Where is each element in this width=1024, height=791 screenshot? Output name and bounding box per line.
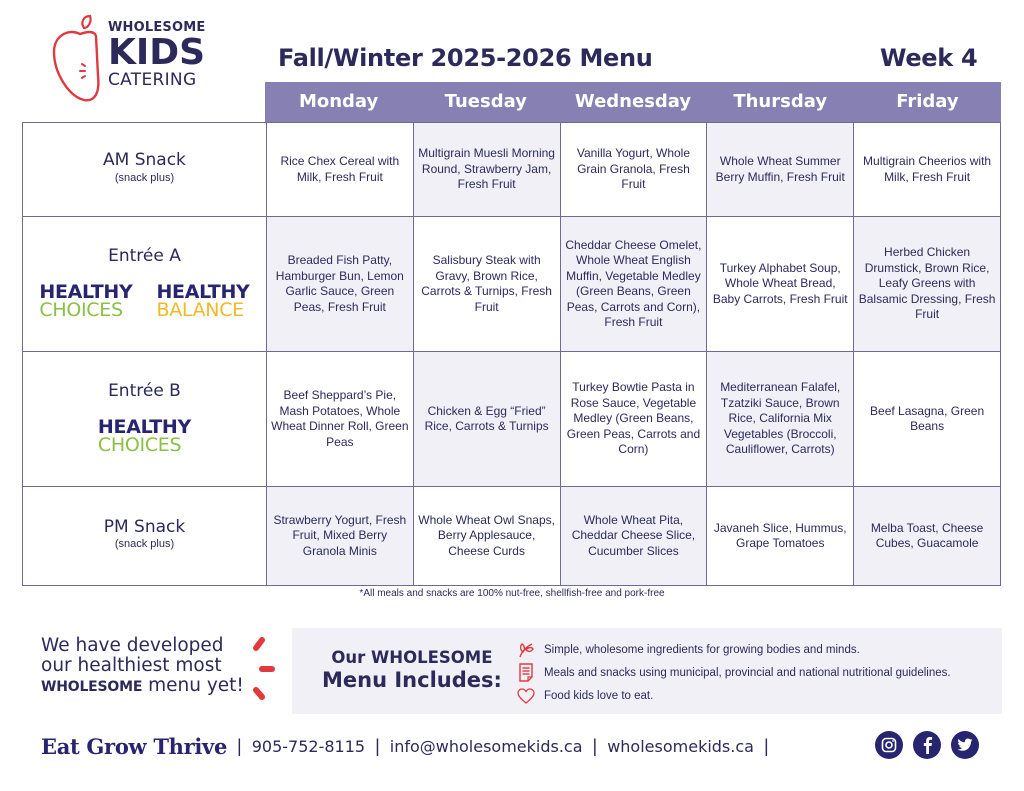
promo-line: We have developed — [41, 635, 224, 656]
menu-cell-a-friday: Herbed Chicken Drumstick, Brown Rice, Leafy Greens with Balsamic Dressing, Fresh Fruit — [854, 217, 1001, 352]
allergen-footnote: *All meals and snacks are 100% nut-free, shellfish-free and pork-free — [359, 588, 665, 599]
promo-tagline — [41, 636, 244, 697]
menu-cell-pm-wednesday: Whole Wheat Pita, Cheddar Cheese Slice, Cucumber Slices — [560, 487, 707, 586]
row-label-entree-b — [23, 352, 267, 487]
table-row-pm-snack — [23, 487, 1001, 586]
menu-table — [22, 122, 1001, 586]
table-row-entree-b — [23, 352, 1001, 487]
day-header-tuesday: Tuesday — [444, 91, 527, 112]
contact-footer — [41, 731, 779, 761]
menu-cell-b-wednesday: Turkey Bowtie Pasta in Rose Sauce, Vegetable Medley (Green Beans, Green Peas, Carrots and Corn) — [560, 352, 707, 487]
week-label: Week 4 — [880, 44, 978, 72]
day-header-friday: Friday — [896, 91, 959, 112]
promo-item-text: Simple, wholesome ingredients for growing bodies and minds. — [544, 643, 860, 656]
menu-cell-pm-thursday: Javaneh Slice, Hummus, Grape Tomatoes — [707, 487, 854, 586]
document-icon — [516, 663, 536, 683]
day-header-wednesday: Wednesday — [574, 91, 692, 112]
menu-title: Fall/Winter 2025-2026 Menu — [278, 44, 653, 72]
promo-item-text: Meals and snacks using municipal, provincial and national nutritional guidelines. — [544, 666, 951, 679]
facebook-icon[interactable] — [913, 731, 941, 759]
menu-cell-pm-friday: Melba Toast, Cheese Cubes, Guacamole — [854, 487, 1001, 586]
menu-cell-am-thursday: Whole Wheat Summer Berry Muffin, Fresh Fruit — [707, 123, 854, 217]
separator: | — [375, 735, 380, 756]
menu-includes-box — [292, 628, 1002, 714]
day-header-bar — [265, 82, 1001, 122]
list-item — [516, 638, 951, 661]
menu-includes-list — [516, 638, 951, 707]
badge-top: HEALTHY — [39, 280, 133, 303]
healthy-choices-badge — [97, 415, 191, 456]
day-header-monday: Monday — [298, 91, 379, 112]
row-label-am-snack — [23, 123, 267, 217]
meal-sub: (snack plus) — [114, 538, 175, 550]
separator: | — [237, 735, 242, 756]
badge-bottom: CHOICES — [39, 298, 123, 321]
row-label-pm-snack — [23, 487, 267, 586]
badge-bottom: BALANCE — [156, 298, 244, 321]
list-item — [516, 661, 951, 684]
brand-line-catering: CATERING — [108, 70, 197, 90]
table-row-entree-a — [23, 217, 1001, 352]
menu-cell-pm-monday: Strawberry Yogurt, Fresh Fruit, Mixed Berry Granola Minis — [266, 487, 413, 586]
menu-cell-am-monday: Rice Chex Cereal with Milk, Fresh Fruit — [266, 123, 413, 217]
promo-strong: WHOLESOME — [41, 679, 143, 695]
heart-icon — [516, 686, 536, 706]
website-link[interactable]: wholesomekids.ca — [607, 736, 754, 756]
day-header-thursday: Thursday — [733, 91, 828, 112]
brand-line-wholesome: WHOLESOME — [108, 20, 206, 35]
twitter-icon[interactable] — [951, 731, 979, 759]
menu-cell-am-tuesday: Multigrain Muesli Morning Round, Strawberry Jam, Fresh Fruit — [413, 123, 560, 217]
menu-cell-a-tuesday: Salisbury Steak with Gravy, Brown Rice, Carrots & Turnips, Fresh Fruit — [413, 217, 560, 352]
meal-sub: (snack plus) — [114, 171, 175, 184]
instagram-icon[interactable] — [875, 731, 903, 759]
badge-bottom: CHOICES — [97, 433, 182, 456]
menu-includes-title — [322, 648, 502, 693]
leaf-icon — [516, 640, 536, 660]
separator: | — [592, 735, 598, 756]
row-label-entree-a — [23, 217, 267, 352]
menu-cell-am-wednesday: Vanilla Yogurt, Whole Grain Granola, Fresh Fruit — [560, 123, 707, 217]
menu-cell-a-thursday: Turkey Alphabet Soup, Whole Wheat Bread, Baby Carrots, Fresh Fruit — [707, 217, 854, 352]
footer-tagline: Eat Grow Thrive — [41, 733, 228, 759]
menu-cell-a-wednesday: Cheddar Cheese Omelet, Whole Wheat English Muffin, Vegetable Medley (Green Beans, Green Peas, Carrots and Corn), Fresh Fruit — [560, 217, 707, 352]
meal-name: AM Snack — [103, 150, 186, 170]
meal-name: Entrée B — [108, 381, 181, 402]
social-links — [875, 731, 979, 759]
promo-box-title-line2: Menu Includes: — [322, 668, 502, 692]
healthy-choices-badge — [39, 280, 133, 321]
table-row-am-snack — [23, 123, 1001, 217]
menu-cell-am-friday: Multigrain Cheerios with Milk, Fresh Fruit — [854, 123, 1001, 217]
accent-dashes-icon — [248, 636, 278, 702]
promo-line: our healthiest most — [41, 655, 222, 676]
menu-cell-b-monday: Beef Sheppard’s Pie, Mash Potatoes, Whole Wheat Dinner Roll, Green Peas — [266, 352, 413, 487]
meal-name: PM Snack — [103, 516, 186, 537]
badge-top: HEALTHY — [97, 415, 191, 438]
promo-item-text: Food kids love to eat. — [544, 689, 654, 702]
brand-line-kids: KIDS — [108, 32, 206, 73]
phone-link[interactable]: 905-752-8115 — [251, 736, 366, 756]
separator: | — [763, 735, 769, 756]
healthy-balance-badge — [156, 280, 250, 321]
meal-name: Entrée A — [108, 246, 181, 267]
menu-cell-b-friday: Beef Lasagna, Green Beans — [854, 352, 1001, 487]
menu-cell-b-tuesday: Chicken & Egg “Fried” Rice, Carrots & Turnips — [413, 352, 560, 487]
menu-cell-pm-tuesday: Whole Wheat Owl Snaps, Berry Applesauce, Cheese Curds — [413, 487, 560, 586]
promo-tail: menu yet! — [142, 675, 244, 696]
brand-logo — [50, 14, 230, 106]
list-item — [516, 684, 951, 707]
menu-cell-a-monday: Breaded Fish Patty, Hamburger Bun, Lemon Garlic Sauce, Green Peas, Fresh Fruit — [266, 217, 413, 352]
promo-box-title-line1: Our WHOLESOME — [331, 648, 493, 667]
menu-cell-b-thursday: Mediterranean Falafel, Tzatziki Sauce, Brown Rice, California Mix Vegetables (Broccoli, Cauliflower, Carrots) — [707, 352, 854, 487]
apple-icon — [50, 14, 106, 106]
email-link[interactable]: info@wholesomekids.ca — [389, 736, 583, 756]
badge-top: HEALTHY — [156, 280, 250, 303]
